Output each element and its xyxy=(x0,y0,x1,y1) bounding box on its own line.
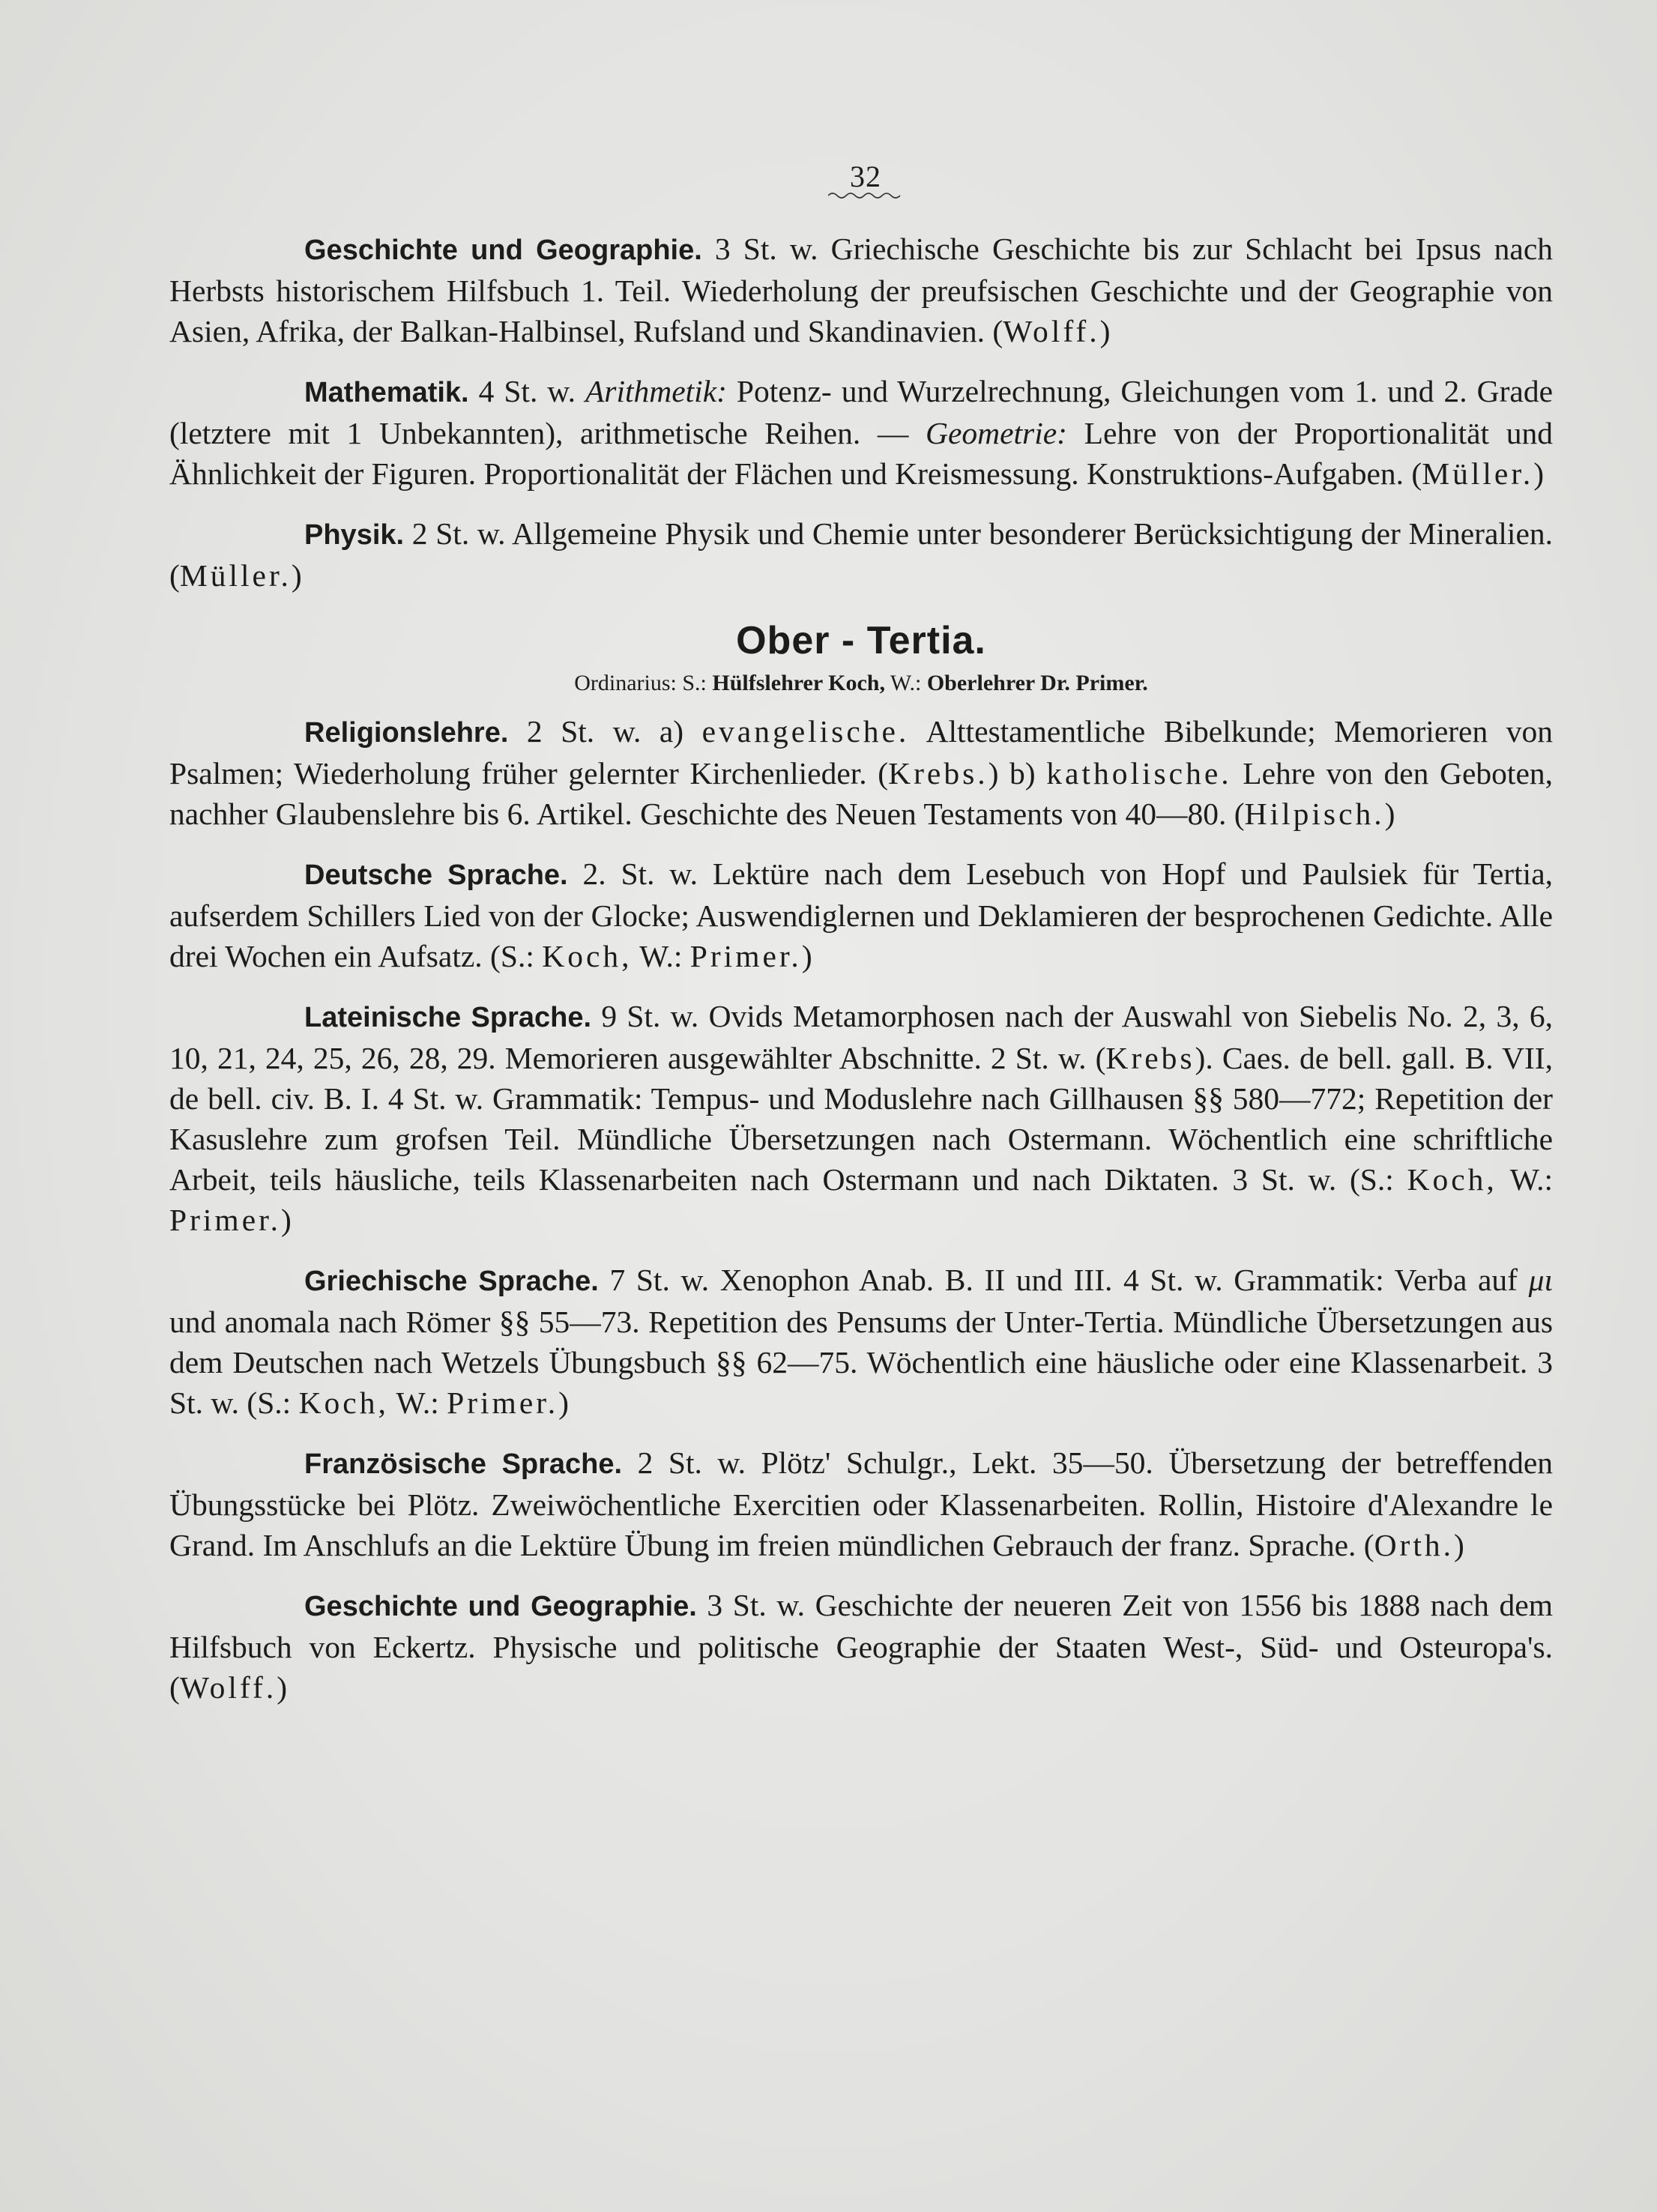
teacher-name: Wolff. xyxy=(1003,314,1100,348)
section-title: Ober - Tertia. xyxy=(736,619,986,662)
subject-heading: Physik. xyxy=(304,519,405,551)
teacher-name: Wolff. xyxy=(179,1670,277,1705)
ordinarius-winter: Oberlehrer Dr. Primer. xyxy=(926,671,1148,695)
greek-term: μι xyxy=(1528,1263,1553,1297)
subject-heading: Französische Sprache. xyxy=(304,1448,623,1480)
subject-heading: Geschichte und Geographie. xyxy=(304,1591,697,1622)
subject-heading: Religionslehre. xyxy=(304,717,509,749)
teacher-name: Krebs xyxy=(1105,1041,1195,1075)
teacher-name: Primer. xyxy=(689,939,802,973)
italic-term: Arithmetik: xyxy=(585,374,727,408)
entry-mathematik: Mathematik. 4 St. w. Arithmetik: Potenz- und Wurzelrechnung, Gleichungen vom 1. und 2. Grade (letztere mit 1 Unbekannten), arithmetische Reihen. — Geometrie: Lehre von der Proportionalität und Ähnlichkeit der Figuren. Proportionalität der Flächen und Kreismessung. Konstruktions-Aufgaben. (Müller.) xyxy=(169,374,1554,491)
entry-franzoesische-sprache: Französische Sprache. 2 St. w. Plötz' Schulgr., Lekt. 35—50. Übersetzung der betreffenden Übungsstücke bei Plötz. Zweiwöchentliche Exercitien oder Klassenarbeiten. Rollin, Histoire d'Alexandre le Grand. Im Anschlufs an die Lektüre Übung im freien mündlichen Gebrauch der franz. Sprache. (Orth.) xyxy=(169,1445,1554,1562)
italic-term: Geometrie: xyxy=(926,416,1067,450)
page-number: 32 xyxy=(787,159,944,200)
ordinarius-summer: Hülfslehrer Koch, xyxy=(712,671,885,695)
teacher-name: Koch, xyxy=(1407,1162,1497,1197)
entry-deutsche-sprache: Deutsche Sprache. 2. St. w. Lektüre nach dem Lesebuch von Hopf und Paulsiek für Tertia, aufserdem Schillers Lied von der Glocke; Auswendiglernen und Deklamieren der besprochenen Gedichte. Alle drei Wochen ein Aufsatz. (S.: Koch, W.: Primer.) xyxy=(169,856,1553,973)
entry-physik: Physik. 2 St. w. Allgemeine Physik und Chemie unter besonderer Berücksichtigung der Mineralien. (Müller.) xyxy=(169,516,1553,593)
ordinarius-line: Ordinarius: S.: Hülfslehrer Koch, W.: Oberlehrer Dr. Primer. xyxy=(574,671,1148,695)
teacher-name: Hilpisch. xyxy=(1244,797,1385,831)
teacher-name: Koch, xyxy=(298,1385,389,1420)
subject-heading: Mathematik. xyxy=(304,377,469,408)
entry-geschichte-geographie: Geschichte und Geographie. 3 St. w. Geschichte der neueren Zeit von 1556 bis 1888 nach dem Hilfsbuch von Eckertz. Physische und politische Geographie der Staaten West-, Süd- und Osteuropa's. (Wolff.) xyxy=(169,1588,1553,1705)
page-content xyxy=(169,229,1553,1708)
teacher-name: Müller. xyxy=(1422,456,1534,491)
teacher-name: Primer. xyxy=(447,1385,559,1420)
entry-griechische-sprache: Griechische Sprache. 7 St. w. Xenophon Anab. B. II und III. 4 St. w. Grammatik: Verba auf μι und anomala nach Römer §§ 55—73. Repetition des Pensums der Unter-Tertia. Mündliche Übersetzungen aus dem Deutschen nach Wetzels Übungsbuch §§ 62—75. Wöchentlich eine häusliche oder eine Klassenarbeit. 3 St. w. (S.: Koch, W.: Primer.) xyxy=(169,1263,1553,1420)
teacher-name: Orth. xyxy=(1374,1528,1455,1562)
subject-heading: Griechische Sprache. xyxy=(304,1266,599,1297)
teacher-name: Müller. xyxy=(179,558,292,593)
entry-lateinische-sprache: Lateinische Sprache. 9 St. w. Ovids Metamorphosen nach der Auswahl von Siebelis No. 2, 3, 6, 10, 21, 24, 25, 26, 28, 29. Memorieren ausgewählter Abschnitte. 2 St. w. (Krebs). Caes. de bell. gall. B. VII, de bell. civ. B. I. 4 St. w. Grammatik: Tempus- und Moduslehre nach Gillhausen §§ 580—772; Repetition der Kasuslehre zum grofsen Teil. Mündliche Übersetzungen nach Ostermann. Wöchentlich eine schriftliche Arbeit, teils häusliche, teils Klassenarbeiten nach Ostermann und nach Diktaten. 3 St. w. (S.: Koch, W.: Primer.) xyxy=(169,999,1554,1237)
subject-heading: Deutsche Sprache. xyxy=(304,859,568,891)
entry-religionslehre: Religionslehre. 2 St. w. a) evangelische. Alttestamentliche Bibelkunde; Memorieren von Psalmen; Wiederholung früher gelernter Kirchenlieder. (Krebs.) b) katholische. Lehre von den Geboten, nachher Glaubenslehre bis 6. Artikel. Geschichte des Neuen Testaments von 40—80. (Hilpisch.) xyxy=(169,714,1553,831)
teacher-name: Primer. xyxy=(169,1203,282,1237)
entry-geschichte-prev: Geschichte und Geographie. 3 St. w. Griechische Geschichte bis zur Schlacht bei Ipsus nach Herbsts historischem Hilfsbuch 1. Teil. Wiederholung der preufsischen Geschichte und der Geographie von Asien, Afrika, der Balkan-Halbinsel, Rufsland und Skandinavien. (Wolff.) xyxy=(169,232,1553,348)
subject-heading: Lateinische Sprache. xyxy=(304,1002,592,1033)
subject-heading: Geschichte und Geographie. xyxy=(304,235,702,266)
teacher-name: Krebs. xyxy=(888,756,989,791)
teacher-name: Koch, xyxy=(542,939,633,973)
